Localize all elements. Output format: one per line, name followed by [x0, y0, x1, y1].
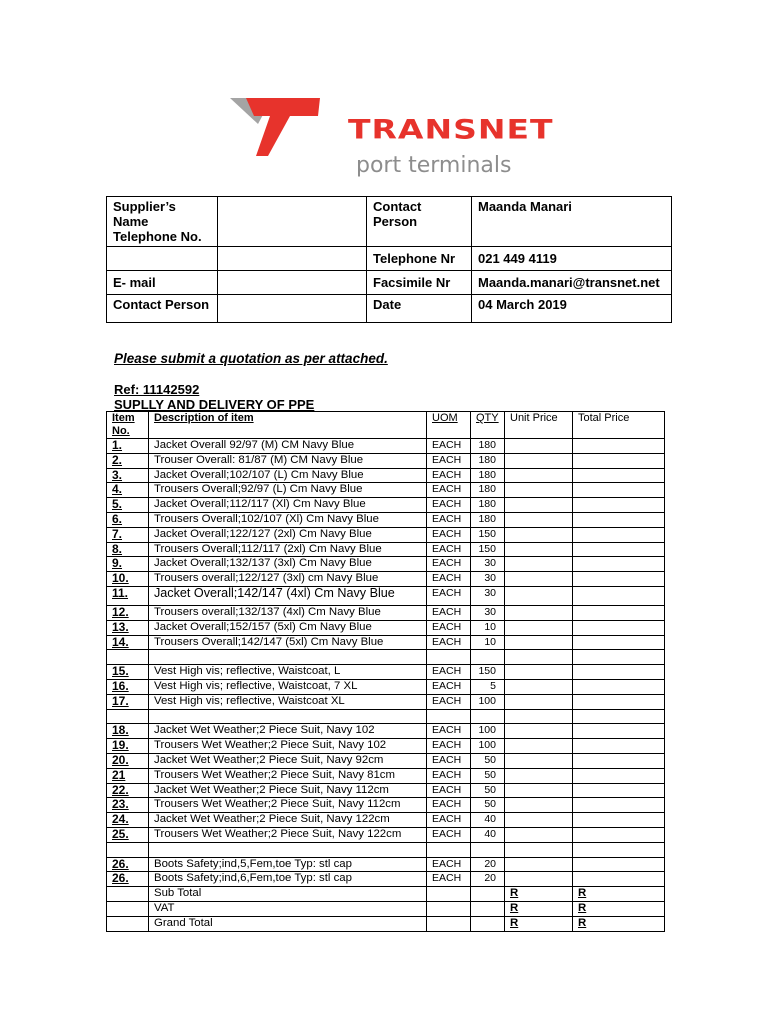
- table-row: [107, 483, 665, 498]
- table-row-spacer: [107, 709, 665, 724]
- item-description: Trousers overall;132/137 (4xl) Cm Navy Blue: [149, 605, 427, 620]
- table-row: [107, 665, 665, 680]
- item-unit-price[interactable]: [505, 679, 573, 694]
- item-total-price[interactable]: [573, 439, 665, 454]
- item-total-price[interactable]: [573, 498, 665, 513]
- item-uom: EACH: [427, 572, 471, 587]
- item-description: Jacket Overall;152/157 (5xl) Cm Navy Blue: [149, 620, 427, 635]
- item-uom: EACH: [427, 724, 471, 739]
- table-row-spacer: [107, 650, 665, 665]
- table-row: [107, 572, 665, 587]
- empty-cell: [471, 709, 505, 724]
- logo-red-shape: [246, 98, 320, 156]
- table-row: [107, 813, 665, 828]
- contact-person-label-text: Contact Person: [373, 199, 422, 229]
- table-row: [107, 768, 665, 783]
- item-number: 14.: [107, 635, 149, 650]
- item-uom: EACH: [427, 783, 471, 798]
- item-number: 22.: [107, 783, 149, 798]
- item-number: 16.: [107, 679, 149, 694]
- totals-unit-currency[interactable]: R: [505, 916, 573, 931]
- empty-cell: [107, 650, 149, 665]
- item-total-price[interactable]: [573, 468, 665, 483]
- table-row: [107, 542, 665, 557]
- table-row: [107, 827, 665, 842]
- instruction-text: Please submit a quotation as per attached.: [114, 351, 388, 366]
- table-row: [107, 857, 665, 872]
- table-row: [107, 527, 665, 542]
- logo-sub-text: port terminals: [356, 153, 512, 178]
- table-row: [107, 798, 665, 813]
- table-row: [107, 753, 665, 768]
- empty-cell: [107, 709, 149, 724]
- item-description: Trousers Wet Weather;2 Piece Suit, Navy 81cm: [149, 768, 427, 783]
- item-unit-price[interactable]: [505, 605, 573, 620]
- item-number: 7.: [107, 527, 149, 542]
- table-row: [107, 620, 665, 635]
- item-description: Boots Safety;ind,6,Fem,toe Typ: stl cap: [149, 872, 427, 887]
- document-title: SUPLLY AND DELIVERY OF PPE: [114, 397, 315, 412]
- item-number: 11.: [107, 586, 149, 605]
- item-uom: EACH: [427, 620, 471, 635]
- item-number: 9.: [107, 557, 149, 572]
- item-unit-price[interactable]: [505, 453, 573, 468]
- item-total-price[interactable]: [573, 739, 665, 754]
- empty-cell: [471, 887, 505, 902]
- item-unit-price[interactable]: [505, 783, 573, 798]
- item-total-price[interactable]: [573, 620, 665, 635]
- item-description: Jacket Overall 92/97 (M) CM Navy Blue: [149, 439, 427, 454]
- item-description: Jacket Wet Weather;2 Piece Suit, Navy 112cm: [149, 783, 427, 798]
- empty-cell: [471, 650, 505, 665]
- table-row: [107, 783, 665, 798]
- empty-cell: [149, 650, 427, 665]
- item-unit-price[interactable]: [505, 620, 573, 635]
- totals-row: [107, 916, 665, 931]
- totals-total-currency[interactable]: R: [573, 901, 665, 916]
- item-uom: EACH: [427, 813, 471, 828]
- item-uom: EACH: [427, 679, 471, 694]
- item-unit-price[interactable]: [505, 512, 573, 527]
- totals-total-currency[interactable]: R: [573, 887, 665, 902]
- item-qty: 100: [471, 694, 505, 709]
- item-unit-price[interactable]: [505, 527, 573, 542]
- table-header-row: [107, 412, 665, 439]
- item-description: Trousers Wet Weather;2 Piece Suit, Navy 112cm: [149, 798, 427, 813]
- item-description: Jacket Wet Weather;2 Piece Suit, Navy 122cm: [149, 813, 427, 828]
- item-unit-price[interactable]: [505, 439, 573, 454]
- item-unit-price[interactable]: [505, 557, 573, 572]
- empty-cell: [427, 916, 471, 931]
- item-total-price[interactable]: [573, 483, 665, 498]
- item-uom: EACH: [427, 557, 471, 572]
- supplier-name-label-cell: [107, 197, 218, 247]
- item-qty: 100: [471, 739, 505, 754]
- item-unit-price[interactable]: [505, 753, 573, 768]
- item-uom: EACH: [427, 439, 471, 454]
- supplier-name-label: Supplier’s Name: [113, 199, 176, 229]
- item-qty: 150: [471, 527, 505, 542]
- item-qty: 50: [471, 768, 505, 783]
- item-qty: 180: [471, 483, 505, 498]
- item-number: 8.: [107, 542, 149, 557]
- item-description: Jacket Overall;102/107 (L) Cm Navy Blue: [149, 468, 427, 483]
- item-description: Trousers Overall;142/147 (5xl) Cm Navy Blue: [149, 635, 427, 650]
- item-uom: EACH: [427, 635, 471, 650]
- table-row: [107, 635, 665, 650]
- supplier-info-table: [106, 196, 672, 323]
- item-qty: 10: [471, 635, 505, 650]
- date-label: Date: [367, 295, 472, 323]
- item-description: Trousers Wet Weather;2 Piece Suit, Navy 102: [149, 739, 427, 754]
- item-uom: EACH: [427, 512, 471, 527]
- item-uom: EACH: [427, 739, 471, 754]
- contact-person2-value[interactable]: [218, 295, 367, 323]
- table-row-spacer: [107, 842, 665, 857]
- email-label: E- mail: [107, 271, 218, 295]
- item-total-price[interactable]: [573, 453, 665, 468]
- item-number: 3.: [107, 468, 149, 483]
- header-unit-price: Unit Price: [505, 412, 573, 439]
- empty-cell: [427, 842, 471, 857]
- item-uom: EACH: [427, 694, 471, 709]
- item-description: Vest High vis; reflective, Waistcoat XL: [149, 694, 427, 709]
- item-qty: 30: [471, 572, 505, 587]
- header-item-no: Item No.: [107, 412, 149, 439]
- item-qty: 180: [471, 498, 505, 513]
- item-number: 21: [107, 768, 149, 783]
- item-description: Jacket Wet Weather;2 Piece Suit, Navy 92cm: [149, 753, 427, 768]
- empty-cell: [505, 650, 573, 665]
- contact-person2-label: Contact Person: [107, 295, 218, 323]
- table-row: [107, 439, 665, 454]
- item-qty: 30: [471, 557, 505, 572]
- item-qty: 100: [471, 724, 505, 739]
- table-row: [107, 739, 665, 754]
- item-number: 26.: [107, 872, 149, 887]
- item-uom: EACH: [427, 798, 471, 813]
- item-number: 25.: [107, 827, 149, 842]
- header-total-price: Total Price: [573, 412, 665, 439]
- item-unit-price[interactable]: [505, 572, 573, 587]
- item-unit-price[interactable]: [505, 468, 573, 483]
- table-row: [107, 453, 665, 468]
- item-description: Boots Safety;ind,5,Fem,toe Typ: stl cap: [149, 857, 427, 872]
- item-uom: EACH: [427, 453, 471, 468]
- item-number: 13.: [107, 620, 149, 635]
- item-qty: 180: [471, 512, 505, 527]
- item-description: Jacket Wet Weather;2 Piece Suit, Navy 102: [149, 724, 427, 739]
- table-row: [107, 468, 665, 483]
- item-uom: EACH: [427, 768, 471, 783]
- item-description: Trousers Overall;102/107 (Xl) Cm Navy Blue: [149, 512, 427, 527]
- item-total-price[interactable]: [573, 557, 665, 572]
- item-number: 20.: [107, 753, 149, 768]
- item-unit-price[interactable]: [505, 857, 573, 872]
- table-row: [107, 498, 665, 513]
- item-description: Jacket Overall;112/117 (Xl) Cm Navy Blue: [149, 498, 427, 513]
- email-value[interactable]: [218, 271, 367, 295]
- totals-label: VAT: [149, 901, 427, 916]
- item-unit-price[interactable]: [505, 739, 573, 754]
- contact-person-value: Maanda Manari: [472, 197, 672, 247]
- empty-cell: [427, 709, 471, 724]
- item-total-price[interactable]: [573, 813, 665, 828]
- item-uom: EACH: [427, 586, 471, 605]
- item-number: 15.: [107, 665, 149, 680]
- item-qty: 40: [471, 813, 505, 828]
- empty-cell: [573, 650, 665, 665]
- item-uom: EACH: [427, 665, 471, 680]
- item-total-price[interactable]: [573, 827, 665, 842]
- item-uom: EACH: [427, 468, 471, 483]
- item-number: 1.: [107, 439, 149, 454]
- item-number: 24.: [107, 813, 149, 828]
- item-description: Trousers Overall;112/117 (2xl) Cm Navy Blue: [149, 542, 427, 557]
- item-description: Trousers Overall;92/97 (L) Cm Navy Blue: [149, 483, 427, 498]
- header-description: Description of item: [149, 412, 427, 439]
- item-uom: EACH: [427, 857, 471, 872]
- empty-cell: [427, 650, 471, 665]
- table-row: [107, 872, 665, 887]
- empty-cell: [107, 887, 149, 902]
- item-description: Trousers overall;122/127 (3xl) cm Navy Blue: [149, 572, 427, 587]
- item-number: 4.: [107, 483, 149, 498]
- empty-cell: [427, 901, 471, 916]
- item-unit-price[interactable]: [505, 498, 573, 513]
- item-description: Jacket Overall;122/127 (2xl) Cm Navy Blue: [149, 527, 427, 542]
- totals-row: [107, 887, 665, 902]
- item-number: 12.: [107, 605, 149, 620]
- item-qty: 40: [471, 827, 505, 842]
- table-row: [107, 679, 665, 694]
- logo-brand-text: TRANSNET: [348, 113, 554, 145]
- item-total-price[interactable]: [573, 527, 665, 542]
- telephone-nr-label: Telephone Nr: [367, 247, 472, 271]
- fax-value: Maanda.manari@transnet.net: [472, 271, 672, 295]
- totals-label: Sub Total: [149, 887, 427, 902]
- empty-cell: [471, 901, 505, 916]
- fax-label: Facsimile Nr: [367, 271, 472, 295]
- item-total-price[interactable]: [573, 572, 665, 587]
- item-unit-price[interactable]: [505, 483, 573, 498]
- empty-cell: [573, 709, 665, 724]
- item-uom: EACH: [427, 605, 471, 620]
- empty-cell: [427, 887, 471, 902]
- totals-row: [107, 901, 665, 916]
- item-qty: 50: [471, 783, 505, 798]
- item-qty: 180: [471, 439, 505, 454]
- item-description: Trousers Wet Weather;2 Piece Suit, Navy 122cm: [149, 827, 427, 842]
- item-number: 18.: [107, 724, 149, 739]
- table-row: [107, 694, 665, 709]
- telephone-label: Telephone No.: [113, 229, 202, 244]
- item-number: 10.: [107, 572, 149, 587]
- item-number: 19.: [107, 739, 149, 754]
- item-uom: EACH: [427, 542, 471, 557]
- supplier-name-value[interactable]: [218, 197, 367, 247]
- reference-number: Ref: 11142592: [114, 382, 200, 397]
- item-qty: 30: [471, 586, 505, 605]
- item-qty: 180: [471, 468, 505, 483]
- item-total-price[interactable]: [573, 635, 665, 650]
- item-number: 23.: [107, 798, 149, 813]
- item-unit-price[interactable]: [505, 586, 573, 605]
- item-qty: 150: [471, 542, 505, 557]
- item-unit-price[interactable]: [505, 827, 573, 842]
- item-uom: EACH: [427, 753, 471, 768]
- item-number: 5.: [107, 498, 149, 513]
- item-description: Jacket Overall;142/147 (4xl) Cm Navy Blue: [149, 586, 427, 605]
- item-unit-price[interactable]: [505, 872, 573, 887]
- empty-cell: [149, 709, 427, 724]
- item-uom: EACH: [427, 872, 471, 887]
- item-qty: 50: [471, 798, 505, 813]
- item-qty: 30: [471, 605, 505, 620]
- totals-unit-currency[interactable]: R: [505, 887, 573, 902]
- totals-total-currency[interactable]: R: [573, 916, 665, 931]
- item-number: 2.: [107, 453, 149, 468]
- totals-unit-currency[interactable]: R: [505, 901, 573, 916]
- telephone-value[interactable]: [218, 247, 367, 271]
- item-number: 6.: [107, 512, 149, 527]
- item-uom: EACH: [427, 527, 471, 542]
- item-uom: EACH: [427, 483, 471, 498]
- table-row: [107, 724, 665, 739]
- totals-label: Grand Total: [149, 916, 427, 931]
- item-total-price[interactable]: [573, 694, 665, 709]
- item-total-price[interactable]: [573, 768, 665, 783]
- item-description: Vest High vis; reflective, Waistcoat, 7 XL: [149, 679, 427, 694]
- item-unit-price[interactable]: [505, 798, 573, 813]
- item-unit-price[interactable]: [505, 635, 573, 650]
- item-total-price[interactable]: [573, 512, 665, 527]
- empty-cell: [505, 842, 573, 857]
- item-unit-price[interactable]: [505, 768, 573, 783]
- item-qty: 20: [471, 857, 505, 872]
- item-uom: EACH: [427, 827, 471, 842]
- telephone-spacer: [107, 247, 218, 271]
- item-qty: 180: [471, 453, 505, 468]
- empty-cell: [471, 916, 505, 931]
- item-number: 26.: [107, 857, 149, 872]
- contact-person-label: [367, 197, 472, 247]
- item-total-price[interactable]: [573, 783, 665, 798]
- telephone-nr-value: 021 449 4119: [472, 247, 672, 271]
- header-uom: UOM: [427, 412, 471, 439]
- table-row: [107, 586, 665, 605]
- item-description: Jacket Overall;132/137 (3xl) Cm Navy Blue: [149, 557, 427, 572]
- item-unit-price[interactable]: [505, 694, 573, 709]
- item-number: 17.: [107, 694, 149, 709]
- item-unit-price[interactable]: [505, 724, 573, 739]
- item-total-price[interactable]: [573, 798, 665, 813]
- table-row: [107, 557, 665, 572]
- item-unit-price[interactable]: [505, 665, 573, 680]
- empty-cell: [107, 901, 149, 916]
- item-qty: 5: [471, 679, 505, 694]
- item-total-price[interactable]: [573, 665, 665, 680]
- table-row: [107, 512, 665, 527]
- empty-cell: [471, 842, 505, 857]
- item-total-price[interactable]: [573, 753, 665, 768]
- empty-cell: [573, 842, 665, 857]
- item-description: Vest High vis; reflective, Waistcoat, L: [149, 665, 427, 680]
- empty-cell: [505, 709, 573, 724]
- item-total-price[interactable]: [573, 605, 665, 620]
- empty-cell: [107, 842, 149, 857]
- date-value: 04 March 2019: [472, 295, 672, 323]
- item-qty: 50: [471, 753, 505, 768]
- item-total-price[interactable]: [573, 542, 665, 557]
- table-row: [107, 605, 665, 620]
- items-table: [106, 411, 665, 932]
- header-qty: QTY: [471, 412, 505, 439]
- item-qty: 20: [471, 872, 505, 887]
- empty-cell: [149, 842, 427, 857]
- item-unit-price[interactable]: [505, 542, 573, 557]
- item-qty: 10: [471, 620, 505, 635]
- item-total-price[interactable]: [573, 586, 665, 605]
- item-description: Trouser Overall: 81/87 (M) CM Navy Blue: [149, 453, 427, 468]
- item-total-price[interactable]: [573, 724, 665, 739]
- item-total-price[interactable]: [573, 679, 665, 694]
- item-unit-price[interactable]: [505, 813, 573, 828]
- item-total-price[interactable]: [573, 857, 665, 872]
- empty-cell: [107, 916, 149, 931]
- item-uom: EACH: [427, 498, 471, 513]
- item-total-price[interactable]: [573, 872, 665, 887]
- item-qty: 150: [471, 665, 505, 680]
